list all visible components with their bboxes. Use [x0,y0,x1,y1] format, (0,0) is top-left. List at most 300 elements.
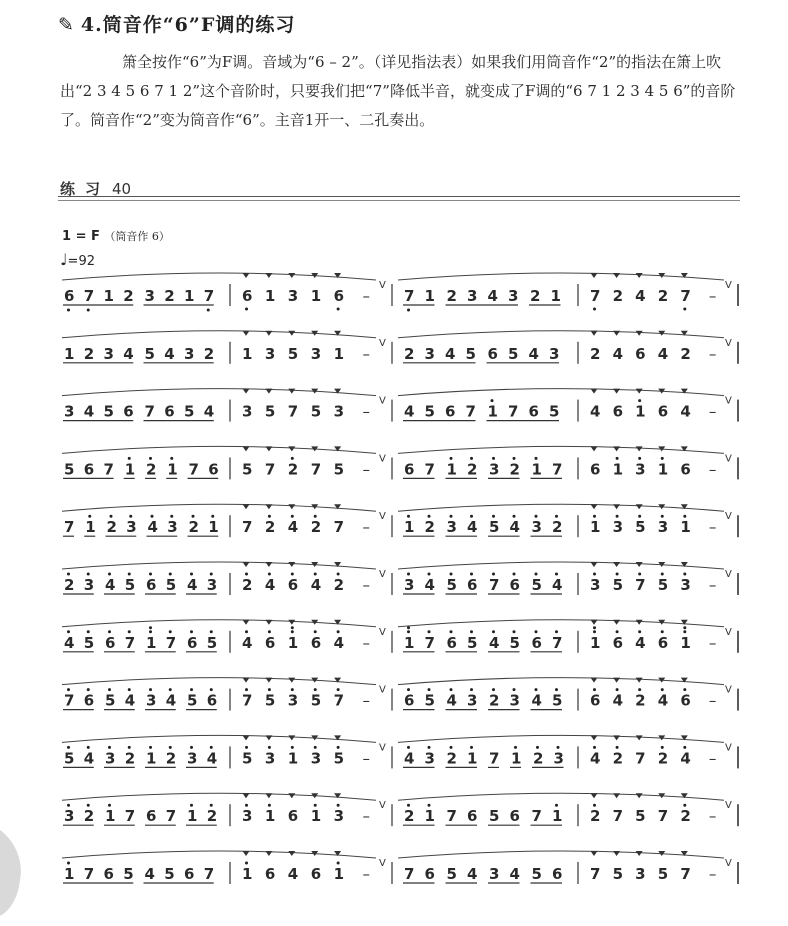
pen-icon: ✎ [58,14,75,36]
octave-up-dot [210,804,213,807]
note-digit: 6 [287,576,299,594]
octave-up-dot [291,457,294,460]
octave-up-dot [407,804,410,807]
note-digit: 3 [489,460,500,479]
note-digit: 4 [404,402,415,421]
note-digit: 7 [489,749,500,768]
note-digit: 2 [165,749,177,768]
octave-up-dot [616,457,619,460]
octave-up-dot [87,573,90,576]
accent-mark [243,504,250,509]
octave-up-dot [190,746,193,749]
note-digit: 3 [64,402,75,421]
note-digit: 4 [680,402,691,421]
note-digit: 2 [424,518,435,537]
breath-mark: V [725,742,732,754]
note-digit: 4 [64,633,75,652]
note-digit: 5 [124,576,136,594]
octave-up-dot [314,688,317,691]
note-digit: 3 [424,344,435,363]
octave-up-dot [169,573,172,576]
breath-mark: V [379,569,386,580]
note-digit: 5 [424,402,435,421]
hold-dash: – [708,576,717,594]
accent-mark [243,331,250,336]
slur [62,273,376,280]
accent-mark [613,620,620,625]
note-digit: 6 [187,633,198,652]
note-digit: 2 [635,691,646,710]
note-digit: 6 [531,633,542,652]
note-digit: 5 [264,402,276,421]
note-digit: 3 [242,402,253,421]
breath-mark: V [379,626,386,638]
note-digit: 4 [123,344,134,363]
note-digit: 3 [467,287,478,305]
note-digit: 4 [612,344,624,363]
note-digit: 5 [549,402,560,421]
note-digit: 5 [657,576,669,594]
note-digit: 7 [264,460,276,479]
note-digit: 2 [83,807,95,826]
octave-up-dot [638,573,641,576]
note-digit: 4 [489,633,500,652]
octave-up-dot [169,688,172,691]
note-digit: 7 [508,402,519,421]
note-digit: 7 [552,460,563,479]
hold-dash: – [362,344,371,363]
note-digit: 7 [64,691,75,710]
octave-up-dot [169,746,172,749]
note-digit: 3 [187,749,198,768]
note-digit: 1 [424,287,435,305]
accent-mark [265,446,272,451]
octave-up-dot [337,862,340,865]
note-digit: 4 [144,865,155,883]
note-digit: 3 [635,865,646,883]
slur [62,446,376,453]
accent-mark [265,331,272,336]
note-digit: 6 [264,865,276,883]
octave-down-dot [87,309,90,312]
accent-mark [265,678,272,683]
note-digit: 1 [85,518,96,537]
octave-up-dot [450,746,453,749]
note-digit: 3 [509,691,520,710]
note-digit: 3 [489,865,500,883]
note-digit: 3 [424,749,435,768]
octave-up-dot [492,630,495,633]
octave-up-dot [638,688,641,691]
note-digit: 3 [657,518,669,537]
note-digit: 5 [187,691,198,710]
breath-mark: V [725,337,732,349]
octave-up-dot [683,626,686,629]
note-digit: 2 [467,460,478,479]
octave-up-dot [638,630,641,633]
octave-up-dot [535,630,538,633]
note-digit: 2 [123,287,134,305]
accent-mark [288,851,295,856]
accent-mark [613,735,620,740]
accent-mark [613,562,620,567]
octave-up-dot [593,515,596,518]
accent-mark [288,562,295,567]
accent-mark [265,562,272,567]
accent-mark [613,504,620,509]
accent-mark [591,389,598,394]
note-digit: 3 [64,807,75,826]
octave-up-dot [407,688,410,691]
octave-up-dot [492,457,495,460]
note-digit: 6 [64,287,75,305]
note-digit: 6 [146,576,157,594]
breath-mark: V [379,858,386,869]
octave-up-dot [470,457,473,460]
slur [398,678,724,685]
accent-mark [636,389,643,394]
hold-dash: – [708,344,717,363]
note-digit: 6 [310,633,322,652]
octave-up-dot [513,515,516,518]
note-digit: 5 [635,807,646,826]
octave-up-dot [428,515,431,518]
note-digit: 3 [549,344,560,363]
accent-mark [288,273,295,278]
note-digit: 2 [590,807,601,826]
slur [398,389,724,396]
note-digit: 6 [105,633,116,652]
octave-up-dot [593,688,596,691]
octave-up-dot [128,630,131,633]
octave-down-dot [67,309,70,312]
octave-up-dot [169,630,172,633]
note-digit: 1 [424,807,435,826]
note-digit: 1 [64,344,75,363]
note-digit: 4 [528,344,539,363]
accent-mark [613,389,620,394]
note-digit: 5 [164,865,175,883]
octave-up-dot [210,573,213,576]
accent-mark [591,331,598,336]
hold-dash: – [362,807,371,826]
octave-up-dot [407,746,410,749]
note-digit: 1 [264,287,276,305]
note-digit: 2 [124,749,136,768]
note-digit: 2 [106,518,117,537]
octave-up-dot [428,630,431,633]
note-digit: 6 [404,460,415,479]
octave-up-dot [638,515,641,518]
note-digit: 7 [465,402,476,421]
slur [62,389,376,396]
note-digit: 1 [657,460,669,479]
octave-up-dot [661,515,664,518]
note-digit: 5 [508,344,519,363]
octave-up-dot [535,688,538,691]
note-digit: 1 [287,633,299,652]
accent-mark [591,446,598,451]
note-digit: 5 [531,576,542,594]
note-digit: 5 [184,402,195,421]
note-digit: 7 [446,807,457,826]
note-digit: 2 [64,576,75,594]
note-digit: 2 [404,344,415,363]
note-digit: 1 [680,518,691,537]
octave-down-dot [245,308,248,311]
octave-up-dot [407,626,410,629]
hold-dash: – [362,287,371,305]
octave-up-dot [108,804,111,807]
octave-up-dot [314,746,317,749]
note-digit: 5 [489,807,500,826]
note-digit: 4 [287,865,299,883]
octave-up-dot [108,688,111,691]
note-digit: 2 [146,460,157,479]
note-digit: 3 [612,518,624,537]
note-digit: 1 [550,287,561,305]
note-digit: 7 [203,287,215,305]
note-digit: 7 [612,807,624,826]
octave-up-dot [492,688,495,691]
octave-up-dot [67,630,70,633]
note-digit: 3 [126,518,137,537]
hold-dash: – [708,460,717,479]
octave-up-dot [67,746,70,749]
note-digit: 7 [333,691,345,710]
octave-up-dot [291,515,294,518]
breath-mark: V [379,511,386,523]
note-digit: 4 [552,576,563,594]
slur [398,793,724,800]
accent-mark [288,389,295,394]
note-digit: 2 [242,576,253,594]
accent-mark [591,504,598,509]
note-digit: 5 [242,749,253,768]
note-digit: 5 [242,460,253,479]
hold-dash: – [708,402,717,421]
note-digit: 2 [164,287,175,305]
octave-up-dot [513,630,516,633]
octave-up-dot [470,573,473,576]
octave-up-dot [683,515,686,518]
note-digit: 3 [310,344,322,363]
accent-mark [591,620,598,625]
octave-up-dot [616,630,619,633]
note-digit: 7 [590,287,601,305]
accent-mark [591,273,598,278]
octave-up-dot [87,746,90,749]
note-digit: 5 [612,576,624,594]
note-digit: 3 [404,576,415,594]
octave-down-dot [593,308,596,311]
octave-up-dot [108,746,111,749]
accent-mark [636,793,643,798]
note-digit: 3 [508,287,519,305]
octave-up-dot [616,688,619,691]
note-digit: 4 [590,402,601,421]
breath-mark: V [725,395,732,407]
breath-mark: V [725,453,732,465]
octave-up-dot [616,573,619,576]
note-digit: 5 [446,576,457,594]
octave-up-dot [210,630,213,633]
octave-up-dot [661,688,664,691]
octave-up-dot [513,573,516,576]
note-digit: 4 [487,287,498,305]
note-digit: 6 [206,691,218,710]
note-digit: 7 [203,865,215,883]
note-digit: 6 [467,576,478,594]
octave-up-dot [170,515,173,518]
note-digit: 1 [146,633,157,652]
note-digit: 4 [147,518,158,537]
note-digit: 6 [103,865,114,883]
note-digit: 6 [552,865,563,883]
hold-dash: – [708,807,717,826]
octave-up-dot [149,626,152,629]
octave-up-dot [616,515,619,518]
slur [398,851,724,858]
note-digit: 4 [83,402,95,421]
note-digit: 3 [287,287,299,305]
accent-mark [636,620,643,625]
octave-up-dot [268,688,271,691]
note-digit: 2 [680,344,691,363]
slur [62,735,376,742]
octave-up-dot [110,515,113,518]
note-digit: 1 [487,402,498,421]
tempo-value: =92 [67,254,95,269]
octave-up-dot [683,688,686,691]
octave-down-dot [337,308,340,311]
note-digit: 7 [64,518,75,537]
note-digit: 6 [680,691,691,710]
octave-up-dot [245,630,248,633]
accent-mark [243,446,250,451]
note-digit: 3 [264,749,276,768]
octave-up-dot [67,804,70,807]
octave-up-dot [450,515,453,518]
slur [398,446,724,453]
note-digit: 5 [333,460,345,479]
octave-up-dot [149,630,152,633]
octave-up-dot [428,804,431,807]
note-digit: 2 [446,287,457,305]
note-digit: 1 [635,402,646,421]
note-digit: 4 [164,344,175,363]
note-digit: 7 [424,633,435,652]
octave-up-dot [593,626,596,629]
octave-up-dot [555,688,558,691]
octave-up-dot [210,688,213,691]
note-digit: 1 [264,807,276,826]
note-digit: 2 [657,287,669,305]
accent-mark [243,793,250,798]
octave-up-dot [211,515,214,518]
accent-mark [243,562,250,567]
accent-mark [288,620,295,625]
slur [398,504,724,511]
note-digit: 5 [612,865,624,883]
note-digit: 2 [188,518,199,537]
note-digit: 6 [264,633,276,652]
accent-mark [613,331,620,336]
octave-up-dot [407,515,410,518]
octave-up-dot [170,457,173,460]
hold-dash: – [708,865,717,883]
octave-up-dot [337,804,340,807]
accent-mark [243,678,250,683]
note-digit: 2 [612,287,624,305]
slur [398,273,724,280]
octave-up-dot [428,746,431,749]
note-digit: 1 [310,287,322,305]
accent-mark [636,504,643,509]
octave-up-dot [638,457,641,460]
note-digit: 7 [590,865,601,883]
note-digit: 7 [83,287,95,305]
octave-up-dot [190,688,193,691]
accent-mark [265,389,272,394]
note-digit: 4 [445,344,456,363]
note-digit: 6 [657,633,669,652]
octave-up-dot [151,515,154,518]
breath-mark: V [725,569,732,580]
note-digit: 4 [590,749,601,768]
note-digit: 5 [83,633,95,652]
hold-dash: – [362,460,371,479]
note-digit: 5 [333,749,345,768]
hold-dash: – [708,287,717,305]
note-digit: 6 [242,287,253,305]
accent-mark [613,273,620,278]
note-digit: 2 [333,576,345,594]
exercise-label: 练习 [60,180,111,198]
note-digit: 2 [206,807,218,826]
note-digit: 7 [188,460,199,479]
octave-up-dot [555,573,558,576]
accent-mark [288,678,295,683]
note-digit: 2 [533,749,544,768]
breath-mark: V [379,742,386,754]
octave-up-dot [245,862,248,865]
note-digit: 3 [467,691,478,710]
octave-up-dot [337,630,340,633]
note-digit: 6 [612,633,624,652]
octave-up-dot [555,804,558,807]
octave-up-dot [638,399,641,402]
octave-up-dot [661,573,664,576]
note-digit: 7 [404,287,415,305]
hold-dash: – [362,576,371,594]
accent-mark [636,851,643,856]
note-digit: 4 [242,633,253,652]
note-digit: 4 [509,518,520,537]
note-digit: 1 [467,749,478,768]
breath-mark: V [725,858,732,869]
octave-up-dot [128,746,131,749]
exercise-number: 40 [112,180,132,198]
note-digit: 1 [167,460,178,479]
octave-up-dot [492,573,495,576]
note-digit: 2 [590,344,601,363]
note-digit: 5 [64,749,75,768]
note-digit: 7 [103,460,114,479]
note-digit: 7 [680,865,691,883]
note-digit: 7 [310,460,322,479]
note-digit: 5 [465,344,476,363]
